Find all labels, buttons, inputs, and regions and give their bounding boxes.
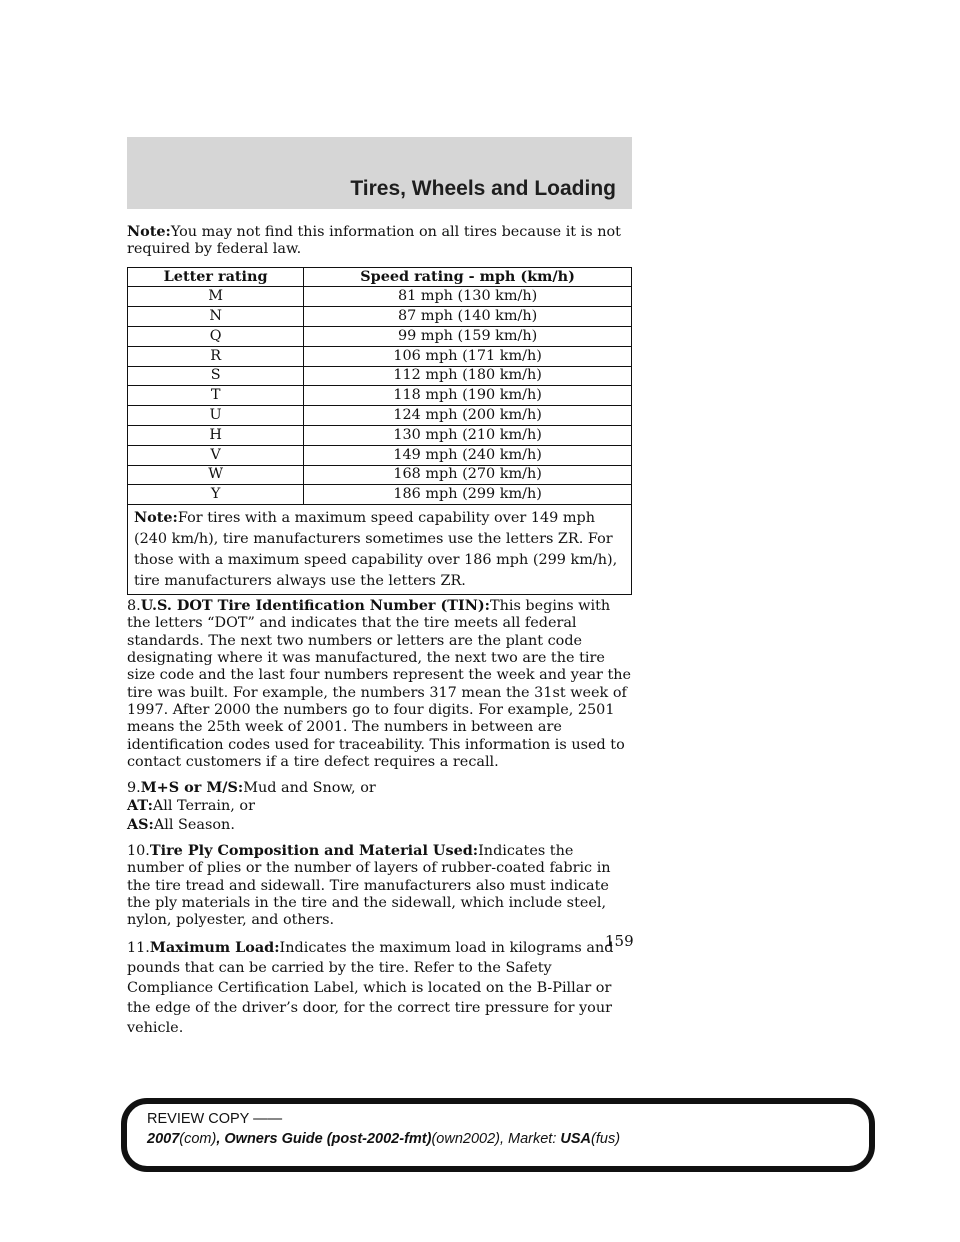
item-8-label: U.S. DOT Tire Identification Number (TIN): xyxy=(140,597,490,615)
letter-cell: M xyxy=(128,287,304,307)
page-number: 159 xyxy=(605,932,634,950)
item-9-text: Mud and Snow, or xyxy=(243,780,376,797)
item-10-paragraph xyxy=(127,842,632,929)
item-11-paragraph xyxy=(127,938,632,1038)
speed-cell: 99 mph (159 km/h) xyxy=(304,326,632,346)
item-9-at-text: All Terrain, or xyxy=(152,798,255,815)
page-content xyxy=(127,223,632,1046)
review-market: USA xyxy=(560,1131,592,1147)
review-guide: , Owners Guide (post-2002-fmt) xyxy=(216,1131,432,1147)
item-9-as-line xyxy=(127,816,632,834)
note-paragraph xyxy=(127,223,632,259)
note-text: You may not find this information on all tires because it is not required by federal law. xyxy=(127,224,621,258)
table-row xyxy=(128,326,632,346)
item-10-text: Indicates the number of plies or the number of layers of rubber-coated fabric in the tire tread and sidewall. Tire manufacturers also must indicate the ply materials in the tire and the sidewall, which include steel, nylon, polyester, and others. xyxy=(127,843,611,929)
speed-cell: 186 mph (299 km/h) xyxy=(304,485,632,505)
speed-cell: 118 mph (190 km/h) xyxy=(304,386,632,406)
table-row xyxy=(128,465,632,485)
speed-cell: 112 mph (180 km/h) xyxy=(304,366,632,386)
table-row xyxy=(128,366,632,386)
table-note-label: Note: xyxy=(134,509,178,527)
table-row xyxy=(128,386,632,406)
item-9-as-text: All Season. xyxy=(153,816,235,833)
letter-cell: Y xyxy=(128,485,304,505)
item-11-label: Maximum Load: xyxy=(149,938,280,956)
item-9-as-label: AS: xyxy=(127,815,154,833)
column-header-letter: Letter rating xyxy=(128,267,304,287)
speed-cell: 81 mph (130 km/h) xyxy=(304,287,632,307)
column-header-speed: Speed rating - mph (km/h) xyxy=(304,267,632,287)
table-note-text: For tires with a maximum speed capability over 149 mph (240 km/h), tire manufacturers sometimes use the letters ZR. For those with a maximum speed capability over 186 mph (299 km/h), tire manufacturers always use the letters ZR. xyxy=(134,510,618,590)
review-fus: (fus) xyxy=(591,1131,621,1147)
review-copy-details xyxy=(147,1131,620,1147)
speed-cell: 149 mph (240 km/h) xyxy=(304,445,632,465)
item-9-at-line xyxy=(127,797,632,815)
speed-cell: 124 mph (200 km/h) xyxy=(304,406,632,426)
table-row xyxy=(128,307,632,327)
item-10-number: 10. xyxy=(127,843,150,860)
item-11-number: 11. xyxy=(127,939,150,956)
note-label: Note: xyxy=(127,223,171,240)
table-row xyxy=(128,425,632,445)
section-header-band xyxy=(127,137,632,209)
review-own: (own2002) xyxy=(431,1131,500,1147)
item-9-number: 9. xyxy=(127,780,141,797)
table-header-row xyxy=(128,267,632,287)
review-market-label: , Market: xyxy=(499,1131,561,1147)
item-9-paragraph xyxy=(127,779,632,797)
review-year: 2007 xyxy=(147,1131,180,1147)
table-note-row xyxy=(128,505,632,595)
item-8-text: This begins with the letters “DOT” and indicates that the tire meets all federal standards. The next two numbers or letters are the plant code designating where it was manufactured, the next two are the tire size code and the last four numbers represent the week and year the tire was built. For example, the numbers 317 mean the 31st week of 1997. After 2000 the numbers go to four digits. For example, 2501 means the 25th week of 2001. The numbers in between are identification codes used for traceability. This information is used to contact customers if a tire defect requires a recall. xyxy=(127,598,632,770)
item-11-text: Indicates the maximum load in kilograms and pounds that can be carried by the tire. Refer to the Safety Compliance Certification Label, which is located on the B-Pillar or the edge of the driver’s door, for the correct tire pressure for your vehicle. xyxy=(127,939,614,1036)
letter-cell: W xyxy=(128,465,304,485)
speed-cell: 130 mph (210 km/h) xyxy=(304,425,632,445)
table-row xyxy=(128,406,632,426)
speed-cell: 168 mph (270 km/h) xyxy=(304,465,632,485)
letter-cell: T xyxy=(128,386,304,406)
speed-rating-table xyxy=(127,267,632,596)
letter-cell: V xyxy=(128,445,304,465)
review-copy-label: REVIEW COPY —— xyxy=(147,1111,283,1127)
item-9-label: M+S or M/S: xyxy=(140,779,244,797)
review-copy-footer xyxy=(121,1098,875,1172)
letter-cell: S xyxy=(128,366,304,386)
table-row xyxy=(128,485,632,505)
section-title: Tires, Wheels and Loading xyxy=(350,177,616,200)
table-row xyxy=(128,445,632,465)
letter-cell: U xyxy=(128,406,304,426)
item-9-at-label: AT: xyxy=(127,797,153,815)
table-note-cell xyxy=(128,505,632,595)
letter-cell: N xyxy=(128,307,304,327)
letter-cell: Q xyxy=(128,326,304,346)
speed-cell: 106 mph (171 km/h) xyxy=(304,346,632,366)
item-8-paragraph xyxy=(127,597,632,771)
letter-cell: R xyxy=(128,346,304,366)
item-8-number: 8. xyxy=(127,598,141,615)
item-10-label: Tire Ply Composition and Material Used: xyxy=(149,842,479,860)
letter-cell: H xyxy=(128,425,304,445)
speed-cell: 87 mph (140 km/h) xyxy=(304,307,632,327)
table-row xyxy=(128,346,632,366)
table-row xyxy=(128,287,632,307)
review-com: (com) xyxy=(179,1131,217,1147)
